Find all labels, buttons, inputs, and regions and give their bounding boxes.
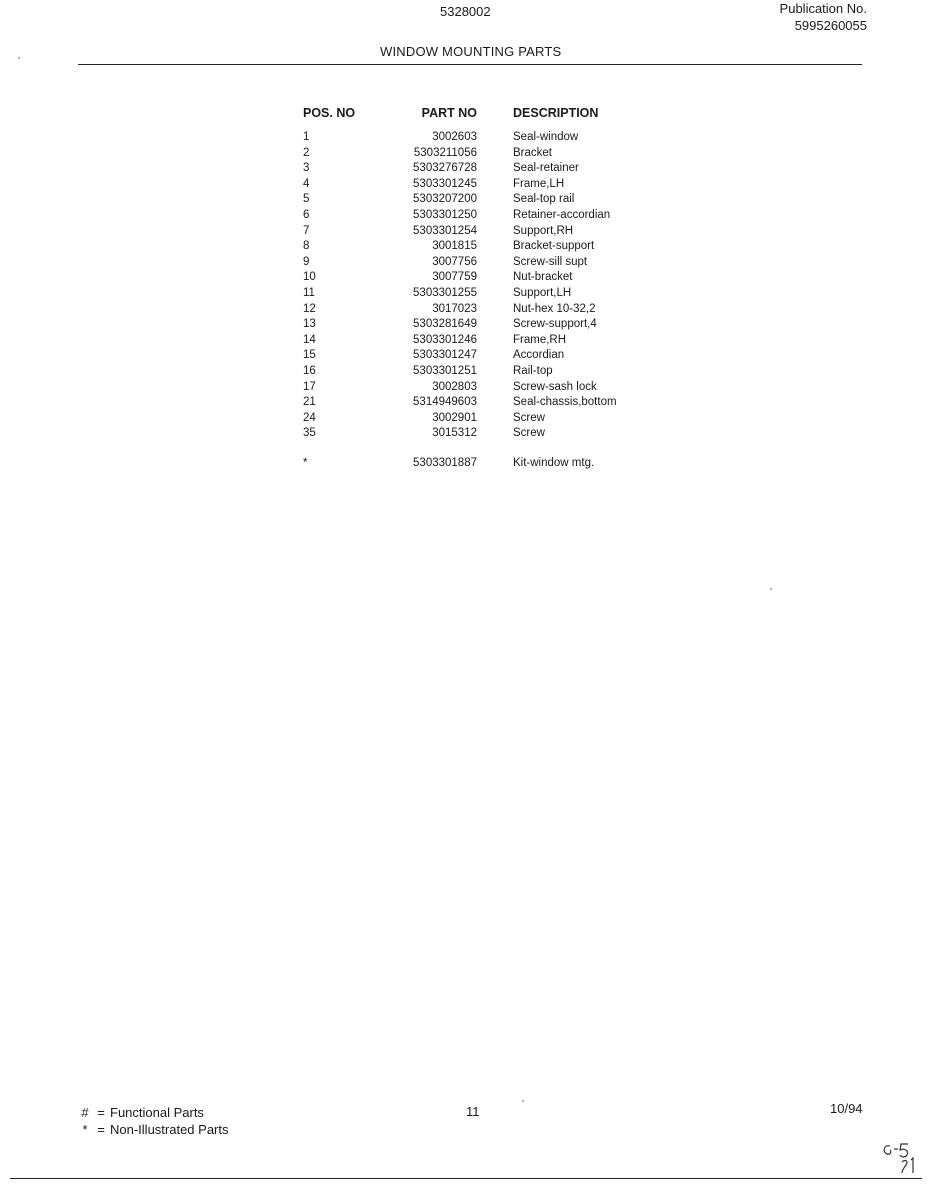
description-cell: Rail-top [513,364,553,377]
description-cell: Seal-chassis,bottom [513,396,617,409]
column-header-part: PART NO [421,106,477,120]
part-number-cell: 3007759 [432,271,477,284]
pos-cell: 11 [303,286,315,299]
part-number-cell: 5303281649 [413,318,477,331]
description-cell: Support,LH [513,286,572,299]
model-number: 5328002 [440,4,491,19]
table-row [303,426,733,442]
table-header [303,100,733,120]
description-cell: Screw-sill supt [513,255,588,268]
description-cell: Seal-retainer [513,162,579,175]
table-row [303,130,733,146]
pos-cell: 1 [303,131,310,143]
pos-cell: 16 [303,364,316,377]
pos-cell: 3 [303,162,310,175]
kit-row [303,456,733,472]
revision-date: 10/94 [830,1101,863,1116]
table-row [303,395,733,411]
table-row [303,286,733,302]
pos-cell: 13 [303,318,316,331]
table-row [303,302,733,318]
pos-cell: 2 [303,146,310,159]
description-cell: Frame,LH [513,177,565,190]
header-rule [78,64,862,65]
scan-speck [770,588,772,590]
legend-text: Functional Parts [110,1105,204,1120]
part-number-cell: 5303276728 [413,162,477,175]
description-cell: Screw [513,411,545,424]
description-cell: Frame,RH [513,333,567,346]
pos-cell: 12 [303,302,316,315]
table-row [303,161,733,177]
page-number: 11 [466,1104,480,1119]
pos-cell: 6 [303,208,310,221]
legend-equals: = [97,1105,105,1120]
table-row [303,255,733,271]
parts-table [303,100,733,471]
publication-number: 5995260055 [794,18,867,33]
part-number-cell: 5303301245 [413,177,477,190]
table-row [303,177,733,193]
description-cell: Retainer-accordian [513,208,611,221]
pos-cell: 5 [303,193,310,206]
kit-description: Kit-window mtg. [513,456,595,469]
table-row [303,317,733,333]
legend-equals: = [97,1122,105,1137]
scan-speck [522,1100,524,1102]
description-cell: Screw [513,427,545,440]
part-number-cell: 5303301251 [413,364,477,377]
description-cell: Screw-support,4 [513,318,597,331]
kit-part-number: 5303301887 [413,456,477,469]
footer-rule [10,1178,922,1179]
table-row [303,333,733,349]
pos-cell: 10 [303,271,316,284]
description-cell: Nut-bracket [513,271,573,284]
column-header-description: DESCRIPTION [513,106,599,120]
legend [78,1104,229,1138]
part-number-cell: 3002803 [432,380,477,393]
description-cell: Seal-top rail [513,193,575,206]
description-cell: Seal-window [513,131,579,143]
part-number-cell: 5303301255 [413,286,477,299]
part-number-cell: 5303211056 [413,146,477,159]
pos-cell: 24 [303,411,316,424]
table-body [303,130,733,442]
part-number-cell: 3015312 [432,427,477,440]
part-number-cell: 5303301250 [413,208,477,221]
pos-cell: 7 [303,224,310,237]
description-cell: Bracket [513,146,552,159]
scan-speck [18,57,20,59]
table-row [303,364,733,380]
legend-symbol: * [82,1122,88,1137]
part-number-cell: 3002901 [432,411,477,424]
publication-block [780,0,867,34]
table-row [303,270,733,286]
table-row [303,348,733,364]
part-number-cell: 5314949603 [413,396,477,409]
column-header-pos: POS. NO [303,106,356,120]
pos-cell: 35 [303,427,316,440]
pos-cell: 14 [303,333,316,346]
table-row [303,224,733,240]
pos-cell: 4 [303,177,310,190]
description-cell: Nut-hex 10-32,2 [513,302,596,315]
description-cell: Bracket-support [513,240,595,253]
part-number-cell: 3017023 [432,302,477,315]
legend-item-functional [78,1104,229,1121]
part-number-cell: 5303207200 [413,193,477,206]
legend-text: Non-Illustrated Parts [110,1122,229,1137]
handwritten-annotation [880,1142,922,1176]
pos-cell: 17 [303,380,316,393]
table-row [303,239,733,255]
description-cell: Accordian [513,349,565,362]
part-number-cell: 5303301246 [413,333,477,346]
kit-pos: * [303,456,308,469]
table-row [303,146,733,162]
pos-cell: 21 [303,396,316,409]
table-row [303,208,733,224]
part-number-cell: 5303301254 [413,224,477,237]
legend-item-non-illustrated [78,1121,229,1138]
table-row [303,380,733,396]
table-row [303,192,733,208]
description-cell: Screw-sash lock [513,380,597,393]
part-number-cell: 3002603 [432,131,477,143]
part-number-cell: 3001815 [432,240,477,253]
section-title: WINDOW MOUNTING PARTS [380,44,562,59]
pos-cell: 8 [303,240,310,253]
legend-symbol: # [81,1105,89,1120]
publication-label: Publication No. [779,1,867,16]
pos-cell: 15 [303,349,316,362]
description-cell: Support,RH [513,224,574,237]
part-number-cell: 3007756 [432,255,477,268]
part-number-cell: 5303301247 [413,349,477,362]
table-row [303,411,733,427]
pos-cell: 9 [303,255,310,268]
